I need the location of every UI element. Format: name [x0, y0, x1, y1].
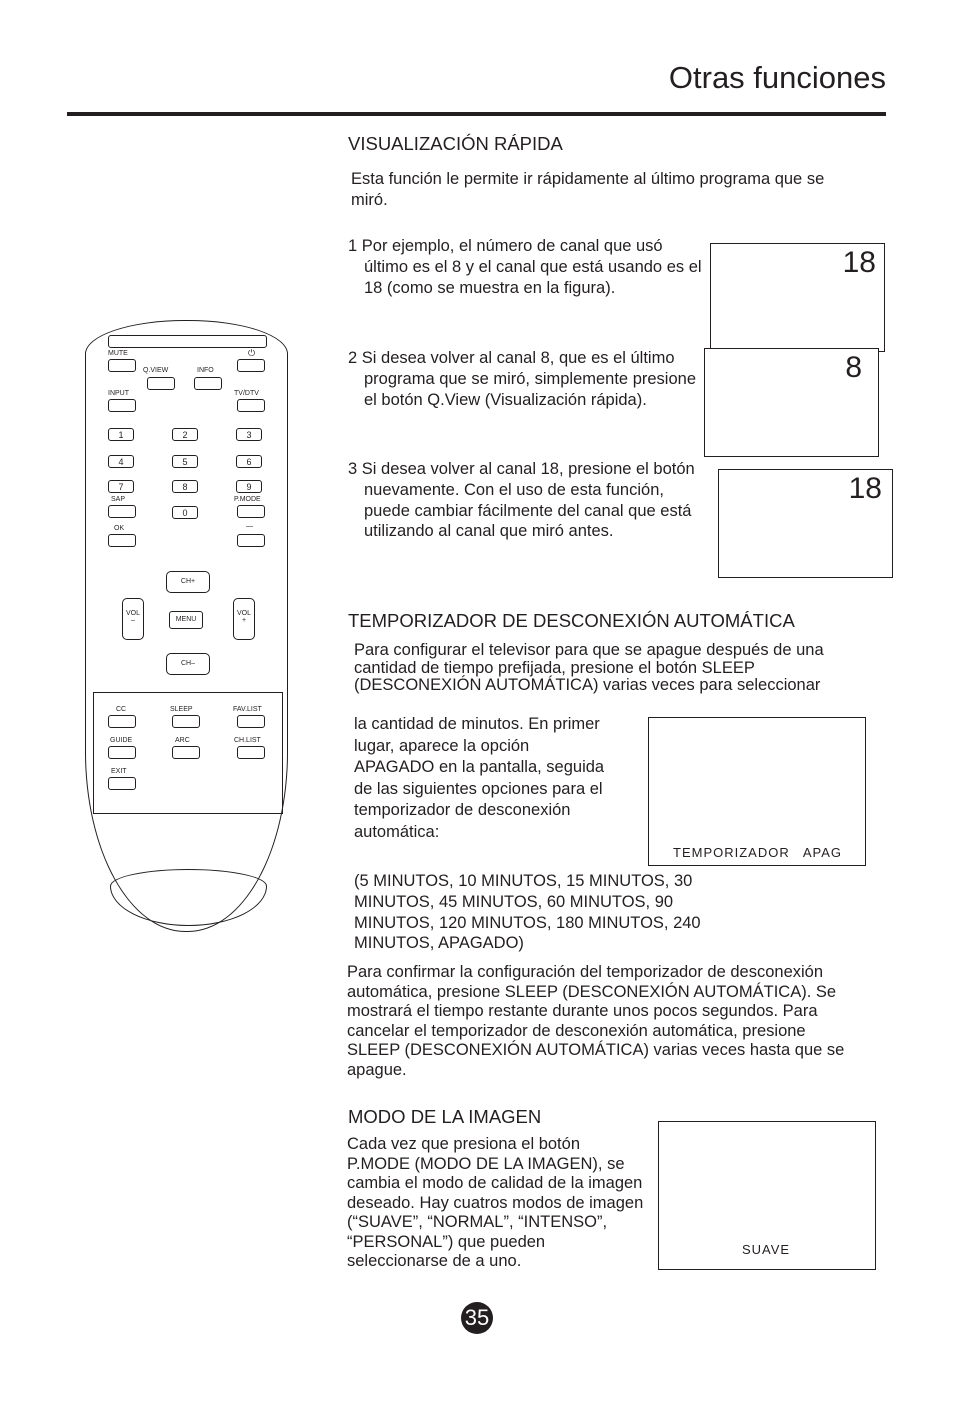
quick-view-step-3: 3 Si desea volver al canal 18, presione el botón nuevamente. Con el uso de esta función, puede cambiar fácilmente del canal que está utilizando al canal que miró antes. [348, 460, 695, 541]
vol-label: VOL [236, 610, 251, 617]
remote-label-arc: ARC [175, 737, 190, 744]
quick-view-step-2: 2 Si desea volver al canal 8, que es el último programa que se miró, simplemente presione el botón Q.View (Visualización rápida). [348, 349, 696, 409]
remote-power-button [237, 359, 265, 372]
channel-number: 18 [842, 246, 876, 279]
remote-digit-7: 7 [108, 480, 134, 493]
remote-ir-window [108, 335, 267, 348]
remote-mute-button [108, 359, 136, 372]
remote-favlist-button [237, 715, 265, 728]
remote-chlist-button [237, 746, 265, 759]
remote-info-button [194, 377, 222, 390]
remote-digit-6: 6 [236, 455, 262, 468]
remote-label-info: INFO [197, 367, 214, 374]
remote-digit-3: 3 [236, 428, 262, 441]
remote-digit-4: 4 [108, 455, 134, 468]
remote-digit-2: 2 [172, 428, 198, 441]
remote-label-ok: OK [114, 525, 125, 532]
remote-arc-button [172, 746, 200, 759]
remote-digit-8: 8 [172, 480, 198, 493]
page-title: Otras funciones [668, 60, 886, 95]
remote-label-sap: SAP [111, 496, 126, 503]
remote-ch-up-button: CH+ [166, 571, 210, 593]
remote-ch-down-button: CH– [166, 653, 210, 675]
tv-screen-channel-18-again [718, 469, 893, 578]
sleep-confirm: Para confirmar la configuración del temporizador de desconexión automática, presione SLEEP (DESCONEXIÓN AUTOMÁTICA). Se mostrará el tiempo restante durante unos pocos segundos. Para cancelar el temporizador de desconexión automática, presione SLEEP (DESCONEXIÓN AUTOMÁTICA) varias veces hasta que se apague. [347, 963, 845, 1079]
remote-digit-1: 1 [108, 428, 134, 441]
picture-mode-text: Cada vez que presiona el botón P.MODE (MODO DE LA IMAGEN), se cambia el modo de calidad de la imagen deseado. Hay cuatros modos de imagen (“SUAVE”, “NORMAL”, “INTENSO”, “PERSONAL”) que pueden seleccionarse de a uno. [347, 1135, 644, 1270]
sleep-paragraph-left: la cantidad de minutos. En primer lugar, aparece la opción APAGADO en la pantalla, seguida de las siguientes opciones para el temporizador de desconexión automática: [354, 715, 605, 841]
remote-exit-button [108, 777, 136, 790]
tv-screen-channel-18 [710, 243, 885, 352]
remote-control-illustration [85, 320, 288, 932]
remote-vol-up-button [233, 598, 255, 640]
remote-digit-9: 9 [236, 480, 262, 493]
channel-number: 8 [845, 351, 862, 384]
remote-digit-5: 5 [172, 455, 198, 468]
channel-number: 18 [848, 472, 882, 505]
remote-sleep-button [172, 715, 200, 728]
remote-label-sleep: SLEEP [170, 706, 193, 713]
remote-label-pmode: P.MODE [234, 496, 261, 503]
remote-label-chlist: CH.LIST [234, 737, 261, 744]
remote-label-favlist: FAV.LIST [233, 706, 262, 713]
remote-label-input: INPUT [108, 390, 129, 397]
sleep-options: (5 MINUTOS, 10 MINUTOS, 15 MINUTOS, 30 MINUTOS, 45 MINUTOS, 60 MINUTOS, 90 MINUTOS, 120 MINUTOS, 180 MINUTOS, 240 MINUTOS, APAGADO) [354, 872, 701, 953]
remote-grip-shape [110, 869, 267, 926]
remote-tvdtv-button [237, 399, 265, 412]
remote-label-qview: Q.VIEW [143, 367, 169, 374]
remote-label-guide: GUIDE [110, 737, 133, 744]
remote-vol-down-button [122, 598, 144, 640]
picture-mode-heading: MODO DE LA IMAGEN [348, 1106, 542, 1127]
sleep-heading: TEMPORIZADOR DE DESCONEXIÓN AUTOMÁTICA [348, 610, 795, 631]
sleep-osd-text: TEMPORIZADOR APAG [673, 845, 843, 860]
quick-view-intro: Esta función le permite ir rápidamente al último programa que se miró. [351, 170, 825, 209]
remote-dash-button [237, 534, 265, 547]
picture-mode-osd-text: SUAVE [742, 1242, 791, 1257]
tv-screen-channel-8 [704, 348, 879, 457]
remote-ok-button [108, 534, 136, 547]
vol-label: VOL [125, 610, 140, 617]
tv-screen-picture-mode [658, 1121, 876, 1270]
minus-sign: – [131, 617, 135, 624]
remote-sap-button [108, 505, 136, 518]
sleep-paragraph-top: Para configurar el televisor para que se apague después de una cantidad de tiempo prefijada, presione el botón SLEEP (DESCONEXIÓN AUTOMÁTICA) varias veces para seleccionar [354, 641, 824, 694]
remote-label-mute: MUTE [108, 350, 128, 357]
quick-view-heading: VISUALIZACIÓN RÁPIDA [348, 133, 563, 154]
remote-input-button [108, 399, 136, 412]
remote-label-dash: — [246, 523, 253, 530]
remote-cc-button [108, 715, 136, 728]
remote-menu-button: MENU [169, 611, 203, 629]
remote-label-tvdtv: TV/DTV [234, 390, 259, 397]
page-number: 35 [461, 1302, 493, 1334]
remote-label-exit: EXIT [111, 768, 127, 775]
remote-label-cc: CC [116, 706, 127, 713]
tv-screen-sleep-timer [648, 717, 866, 866]
remote-digit-0: 0 [172, 506, 198, 519]
quick-view-step-1: 1 Por ejemplo, el número de canal que usó último es el 8 y el canal que está usando es el 18 (como se muestra en la figura). [348, 237, 702, 297]
plus-sign: + [241, 617, 247, 624]
remote-guide-button [108, 746, 136, 759]
power-icon: ⏻ [248, 348, 256, 358]
remote-qview-button [147, 377, 175, 390]
remote-pmode-button [237, 505, 265, 518]
title-rule [67, 112, 886, 116]
